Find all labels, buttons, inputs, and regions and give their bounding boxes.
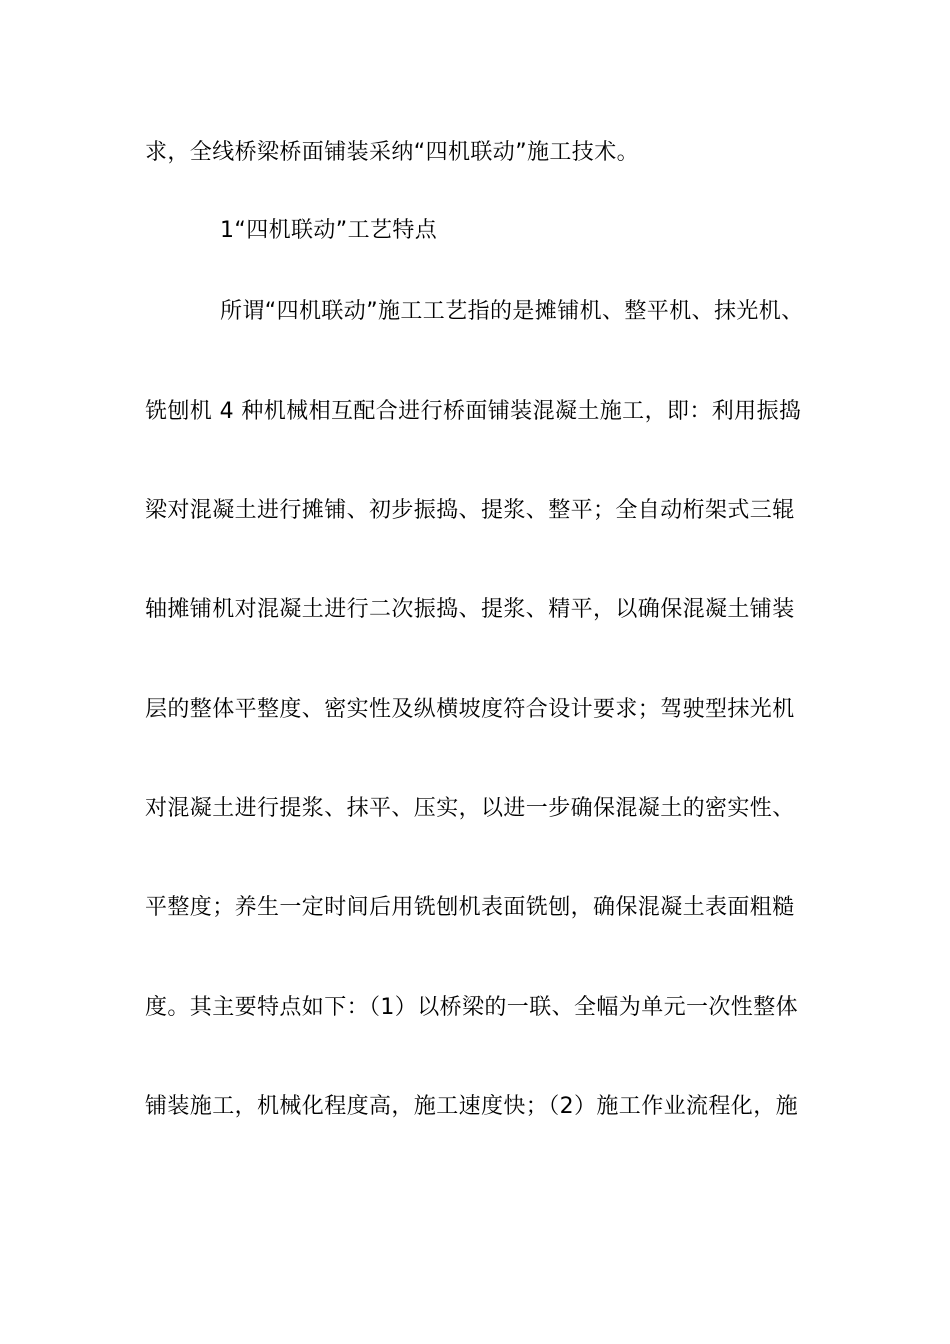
paragraph-line: 度。其主要特点如下：（1）以桥梁的一联、全幅为单元一次性整体 [145,995,798,1020]
paragraph-line: 梁对混凝土进行摊铺、初步振捣、提浆、整平；全自动桁架式三辊 [145,498,795,523]
paragraph-line: 层的整体平整度、密实性及纵横坡度符合设计要求；驾驶型抹光机 [145,697,795,722]
paragraph-line: 所谓“四机联动”施工工艺指的是摊铺机、整平机、抹光机、 [220,299,804,324]
section-heading: 1“四机联动”工艺特点 [220,218,438,243]
paragraph-line: 铣刨机 4 种机械相互配合进行桥面铺装混凝土施工，即：利用振捣 [145,399,802,424]
paragraph-continuation-line: 求，全线桥梁桥面铺装采纳“四机联动”施工技术。 [145,140,639,165]
paragraph-line: 铺装施工，机械化程度高，施工速度快；（2）施工作业流程化，施 [145,1094,798,1119]
paragraph-line: 轴摊铺机对混凝土进行二次振捣、提浆、精平，以确保混凝土铺装 [145,597,795,622]
paragraph-line: 平整度；养生一定时间后用铣刨机表面铣刨，确保混凝土表面粗糙 [145,895,795,920]
paragraph-line: 对混凝土进行提浆、抹平、压实，以进一步确保混凝土的密实性、 [145,796,795,821]
